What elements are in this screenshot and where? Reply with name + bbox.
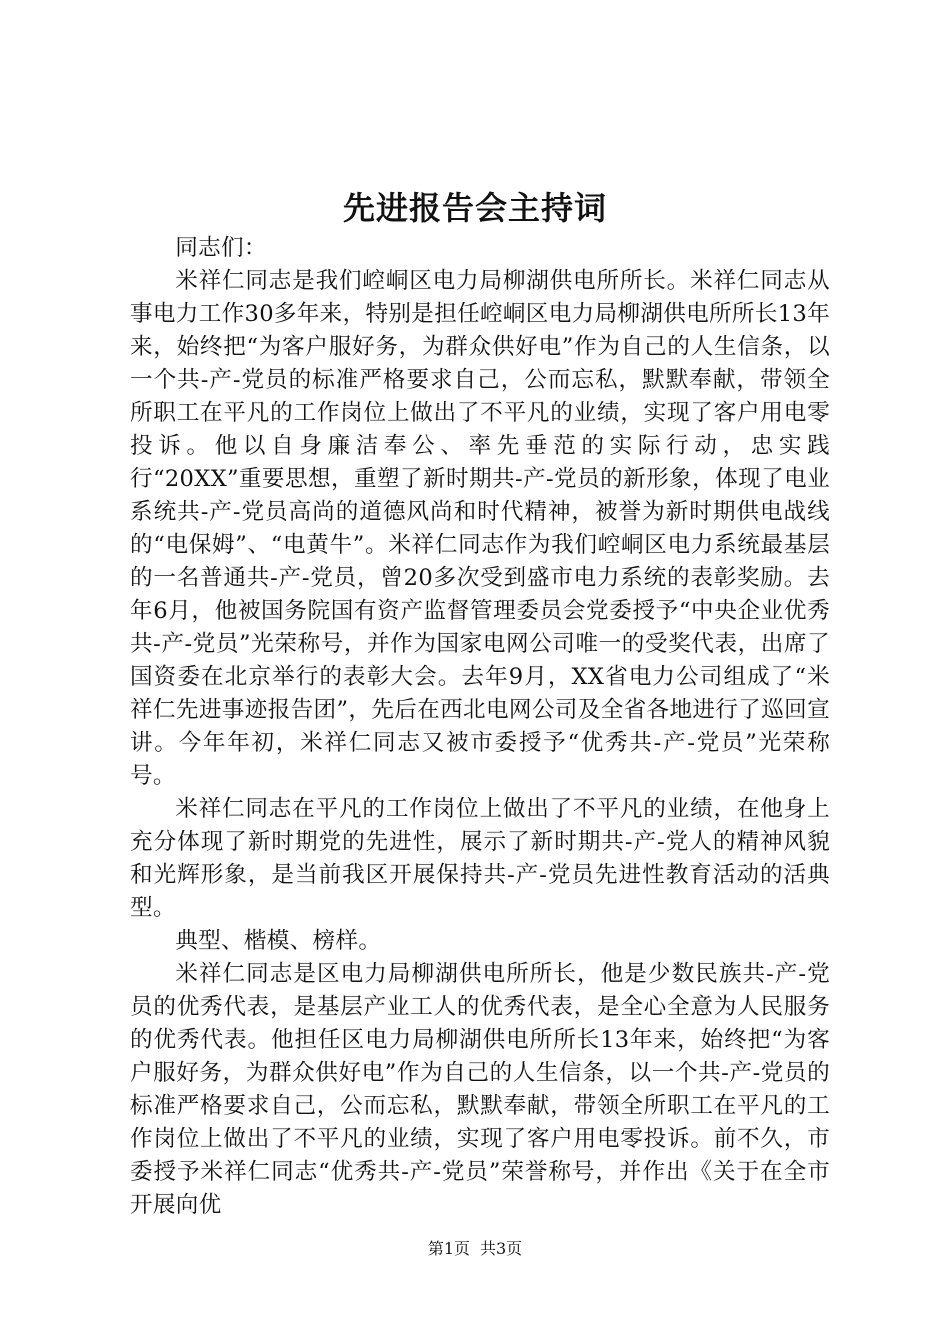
document-body	[130, 232, 830, 1222]
paragraph: 米祥仁同志是区电力局柳湖供电所所长，他是少数民族共-产-党员的优秀代表，是基层产业工人的优秀代表，是全心全意为人民服务的优秀代表。他担任区电力局柳湖供电所所长13年来，始终把“为客户服好务，为群众供好电”作为自己的人生信条，以一个共-产-党员的标准严格要求自己，公而忘私，默默奉献，带领全所职工在平凡的工作岗位上做出了不平凡的业绩，实现了客户用电零投诉。前不久，市委授予米祥仁同志“优秀共-产-党员”荣誉称号，并作出《关于在全市开展向优	[130, 961, 830, 1218]
paragraph: 米祥仁同志在平凡的工作岗位上做出了不平凡的业绩，在他身上充分体现了新时期党的先进性，展示了新时期共-产-党人的精神风貌和光辉形象，是当前我区开展保持共-产-党员先进性教育活动的活典型。	[130, 796, 830, 921]
page-footer	[0, 1238, 950, 1260]
salutation: 同志们：	[175, 235, 267, 261]
paragraph: 典型、楷模、榜样。	[175, 928, 382, 954]
page-number: 第1页	[427, 1239, 470, 1258]
page-total: 共3页	[480, 1239, 523, 1258]
paragraph: 米祥仁同志是我们崆峒区电力局柳湖供电所所长。米祥仁同志从事电力工作30多年来，特别是担任崆峒区电力局柳湖供电所所长13年来，始终把“为客户服好务，为群众供好电”作为自己的人生信条，以一个共-产-党员的标准严格要求自己，公而忘私，默默奉献，带领全所职工在平凡的工作岗位上做出了不平凡的业绩，实现了客户用电零投诉。他以自身廉洁奉公、率先垂范的实际行动，忠实践行“20XX”重要思想，重塑了新时期共-产-党员的新形象，体现了电业系统共-产-党员高尚的道德风尚和时代精神，被誉为新时期供电战线的“电保姆”、“电黄牛”。米祥仁同志作为我们崆峒区电力系统最基层的一名普通共-产-党员，曾20多次受到盛市电力系统的表彰奖励。去年6月，他被国务院国有资产监督管理委员会党委授予“中央企业优秀共-产-党员”光荣称号，并作为国家电网公司唯一的受奖代表，出席了国资委在北京举行的表彰大会。去年9月，XX省电力公司组成了“米祥仁先进事迹报告团”，先后在西北电网公司及全省各地进行了巡回宣讲。今年年初，米祥仁同志又被市委授予“优秀共-产-党员”光荣称号。	[130, 268, 830, 789]
document-title: 先进报告会主持词	[342, 189, 607, 227]
